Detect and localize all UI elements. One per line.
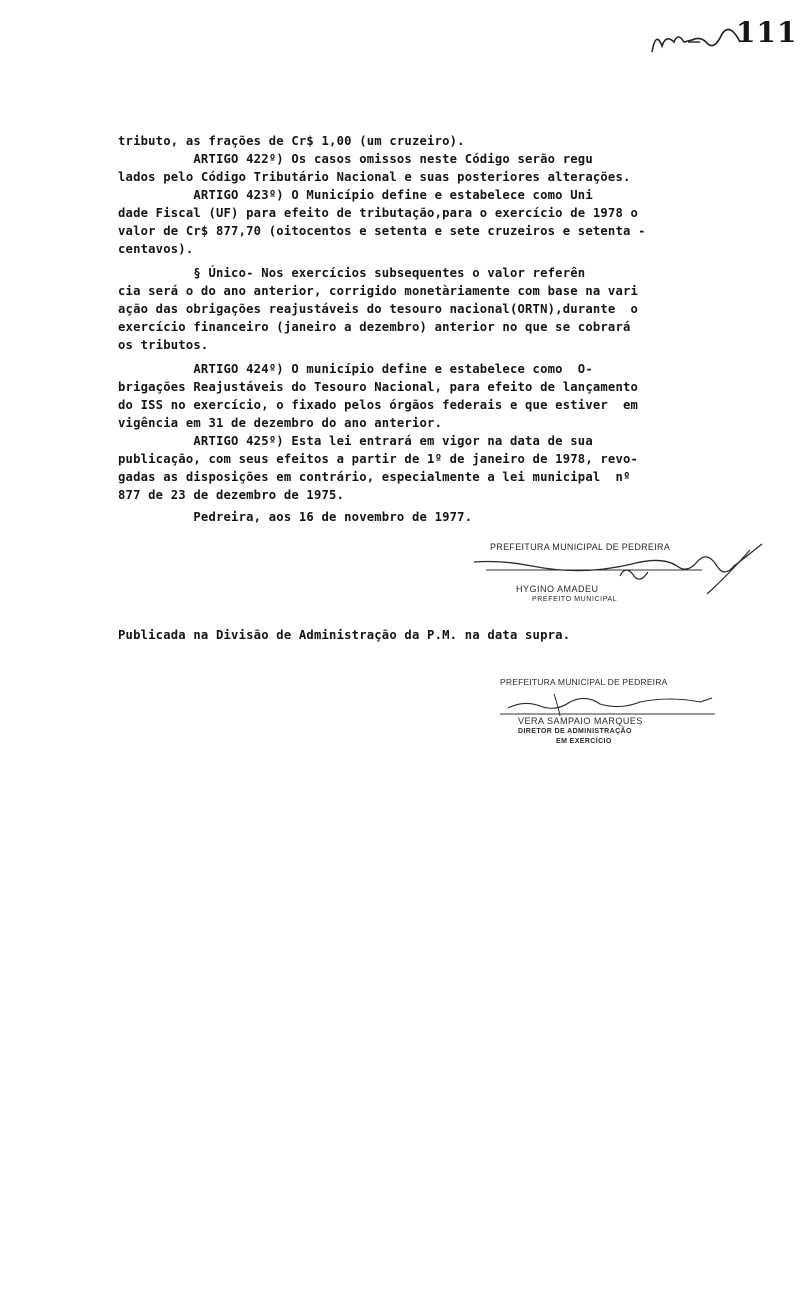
text-line: publicação, com seus efeitos a partir de 1º de janeiro de 1978, revo- xyxy=(118,452,639,466)
publication-note: Publicada na Divisão de Administração da P.M. na data supra. xyxy=(118,628,571,642)
text-line: tributo, as frações de Cr$ 1,00 (um cruzeiro). xyxy=(118,134,465,148)
signer-title: DIRETOR DE ADMINISTRAÇÃO xyxy=(518,728,632,735)
text-line: ARTIGO 425º) Esta lei entrará em vigor na data de sua xyxy=(118,434,593,448)
text-line: 877 de 23 de dezembro de 1975. xyxy=(118,488,345,502)
stamp-header: PREFEITURA MUNICIPAL DE PEDREIRA xyxy=(500,677,668,687)
text-line: cia será o do ano anterior, corrigido monetàriamente com base na vari xyxy=(118,284,639,298)
text-line: valor de Cr$ 877,70 (oitocentos e setenta e sete cruzeiros e setenta - xyxy=(118,224,646,238)
signer-name: HYGINO AMADEU xyxy=(516,584,599,594)
text-line: centavos). xyxy=(118,242,194,256)
signer-title-line2: EM EXERCÍCIO xyxy=(556,738,612,745)
text-line: lados pelo Código Tributário Nacional e suas posteriores alterações. xyxy=(118,170,631,184)
text-line: brigações Reajustáveis do Tesouro Nacional, para efeito de lançamento xyxy=(118,380,639,394)
text-line: ação das obrigações reajustáveis do tesouro nacional(ORTN),durante o xyxy=(118,302,639,316)
folio xyxy=(648,12,798,62)
text-line: vigência em 31 de dezembro do ano anterior. xyxy=(118,416,443,430)
text-line: ARTIGO 424º) O município define e estabelece como O- xyxy=(118,362,593,376)
text-line: gadas as disposições em contrário, especialmente a lei municipal nº xyxy=(118,470,631,484)
text-line: ARTIGO 422º) Os casos omissos neste Código serão regu xyxy=(118,152,593,166)
text-line: do ISS no exercício, o fixado pelos órgãos federais e que estiver em xyxy=(118,398,639,412)
signer-name: VERA SAMPAIO MARQUES xyxy=(518,716,643,726)
text-line: exercício financeiro (janeiro a dezembro) anterior no que se cobrará xyxy=(118,320,631,334)
mayor-signature-stamp xyxy=(472,536,772,616)
text-line: os tributos. xyxy=(118,338,209,352)
page-number: 111 xyxy=(736,16,798,49)
text-line: ARTIGO 423º) O Município define e estabelece como Uni xyxy=(118,188,593,202)
signature-icon xyxy=(500,672,760,782)
signature-icon xyxy=(472,536,772,616)
signer-title: PREFEITO MUNICIPAL xyxy=(532,596,618,603)
text-line: dade Fiscal (UF) para efeito de tributação,para o exercício de 1978 o xyxy=(118,206,639,220)
date-line: Pedreira, aos 16 de novembro de 1977. xyxy=(118,510,473,524)
stamp-header: PREFEITURA MUNICIPAL DE PEDREIRA xyxy=(490,542,671,552)
text-line: § Único- Nos exercícios subsequentes o valor referên xyxy=(118,266,586,280)
director-signature-stamp xyxy=(500,672,760,782)
